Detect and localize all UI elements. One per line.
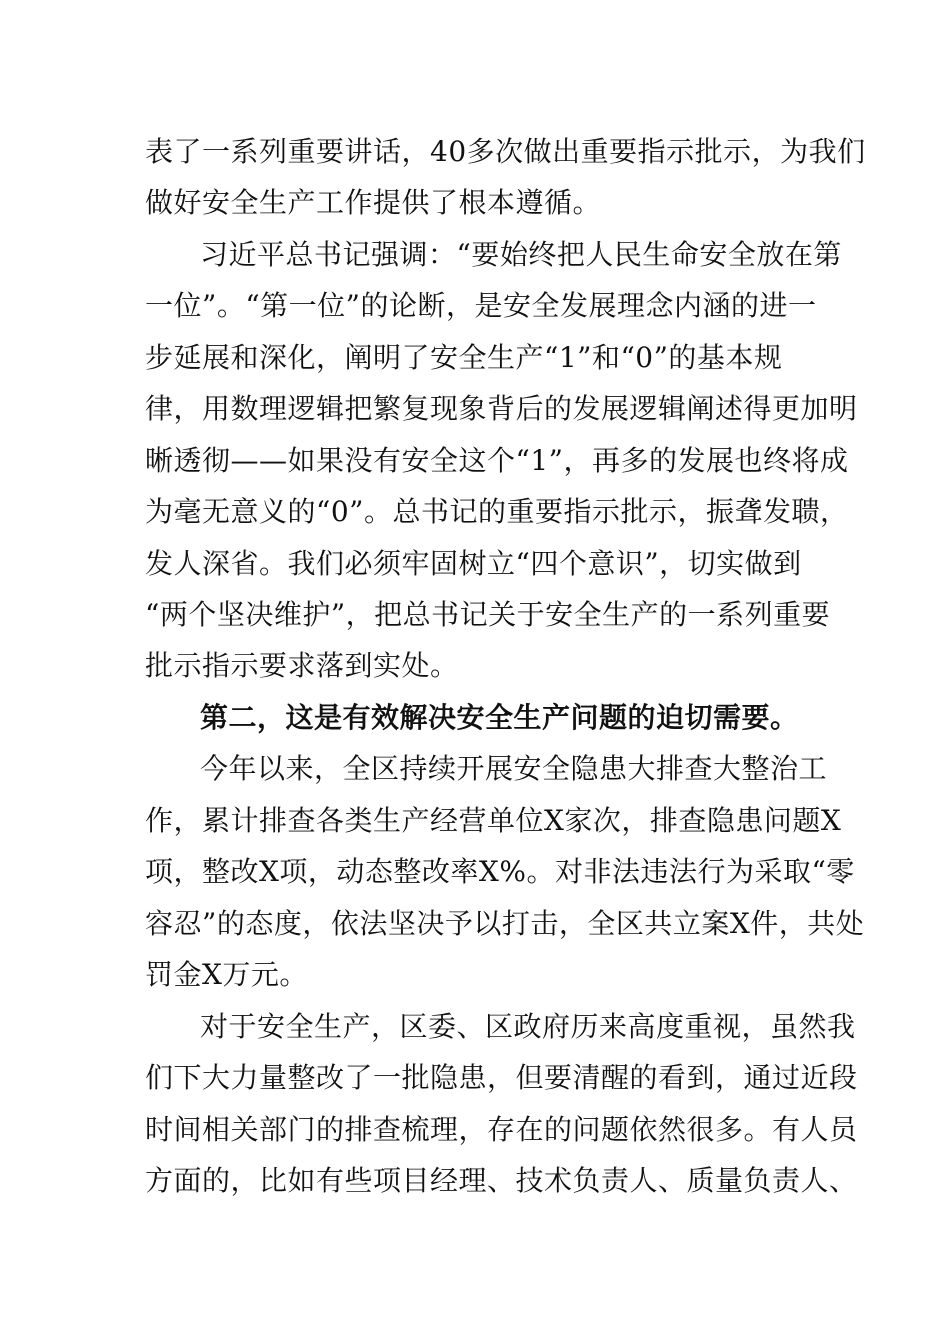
body-text-line: 发人深省。我们必须牢固树立“四个意识”，切实做到 bbox=[145, 547, 802, 580]
body-text-line: 晰透彻——如果没有安全这个“1”，再多的发展也终将成 bbox=[145, 444, 849, 477]
paragraph-first-line: 今年以来，全区持续开展安全隐患大排查大整治工 bbox=[200, 752, 828, 785]
body-text-line: 们下大力量整改了一批隐患，但要清醒的看到，通过近段 bbox=[145, 1061, 858, 1094]
paragraph-first-line: 习近平总书记强调：“要始终把人民生命安全放在第 bbox=[200, 238, 842, 271]
body-text-line: 项，整改X项，动态整改率X%。对非法违法行为采取“零 bbox=[145, 855, 855, 888]
body-text-line: 容忍”的态度，依法坚决予以打击，全区共立案X件，共处 bbox=[145, 907, 865, 940]
paragraph-first-line: 对于安全生产，区委、区政府历来高度重视，虽然我 bbox=[200, 1010, 856, 1043]
body-text-line: “两个坚决维护”，把总书记关于安全生产的一系列重要 bbox=[145, 598, 831, 631]
body-text-line: 方面的，比如有些项目经理、技术负责人、质量负责人、 bbox=[145, 1164, 858, 1197]
section-heading: 第二，这是有效解决安全生产问题的迫切需要。 bbox=[200, 701, 799, 734]
body-text-line: 步延展和深化，阐明了安全生产“1”和“0”的基本规 bbox=[145, 341, 783, 374]
body-text-line: 为毫无意义的“0”。总书记的重要指示批示，振聋发聩， bbox=[145, 495, 849, 528]
body-text-line: 作，累计排查各类生产经营单位X家次，排查隐患问题X bbox=[145, 804, 842, 837]
body-text-line: 罚金X万元。 bbox=[145, 958, 308, 991]
body-text-line: 批示指示要求落到实处。 bbox=[145, 649, 459, 682]
body-text-line: 律，用数理逻辑把繁复现象背后的发展逻辑阐述得更加明 bbox=[145, 392, 858, 425]
body-text-line: 表了一系列重要讲话，40多次做出重要指示批示，为我们 bbox=[145, 135, 866, 168]
body-text-line: 时间相关部门的排查梳理，存在的问题依然很多。有人员 bbox=[145, 1113, 858, 1146]
body-text-line: 做好安全生产工作提供了根本遵循。 bbox=[145, 186, 602, 219]
body-text-line: 一位”。“第一位”的论断，是安全发展理念内涵的进一 bbox=[145, 289, 817, 322]
